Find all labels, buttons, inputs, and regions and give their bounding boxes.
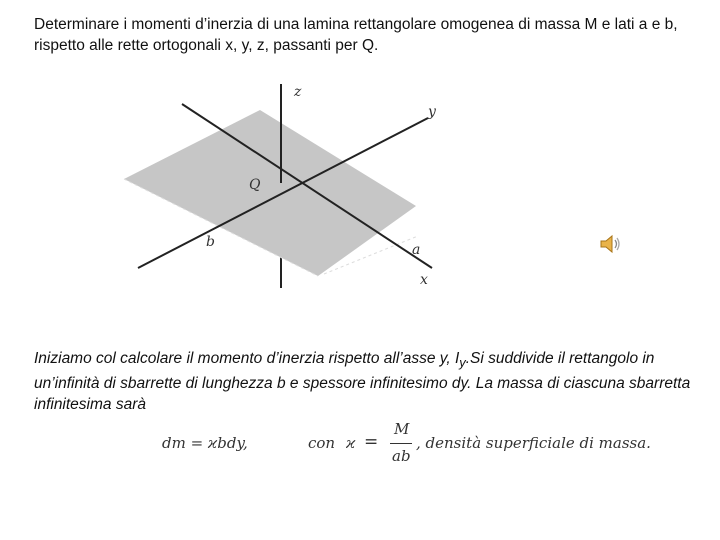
rectangular-plate xyxy=(124,110,416,276)
lamina-diagram xyxy=(110,78,450,290)
formula-kappa: ϰ xyxy=(346,434,356,452)
moment-subscript: y xyxy=(459,355,466,371)
explanation-rest: .Si suddivide il rettangolo in un’infinità di sbarrette di lunghezza b e spessore infinitesimo dy. La massa di ciascuna sbarretta infinitesima sarà xyxy=(34,350,691,414)
speaker-icon[interactable] xyxy=(598,233,624,255)
formula-density: , densità superficiale di massa. xyxy=(416,434,651,452)
lamina-figure xyxy=(110,78,450,290)
label-x: x xyxy=(420,272,428,288)
label-q: Q xyxy=(249,177,261,193)
explanation-text xyxy=(34,348,706,415)
formula-denominator: ab xyxy=(392,447,411,465)
label-b: b xyxy=(206,234,215,250)
formula-con: con xyxy=(308,434,336,452)
formula-dm: dm = ϰbdy, xyxy=(162,434,248,452)
label-z: z xyxy=(294,84,302,100)
formula-numerator: M xyxy=(394,420,410,438)
label-a: a xyxy=(412,242,421,258)
fraction-bar xyxy=(390,443,412,444)
formula-equals: = xyxy=(364,432,379,452)
mass-formula xyxy=(162,418,682,470)
explanation-main: Iniziamo col calcolare il momento d’inerzia rispetto all’asse y, I xyxy=(34,350,460,367)
label-y: y xyxy=(428,104,436,120)
problem-statement: Determinare i momenti d’inerzia di una lamina rettangolare omogenea di massa M e lati a e b, rispetto alle rette ortogonali x, y, z, passanti per Q. xyxy=(34,16,678,54)
